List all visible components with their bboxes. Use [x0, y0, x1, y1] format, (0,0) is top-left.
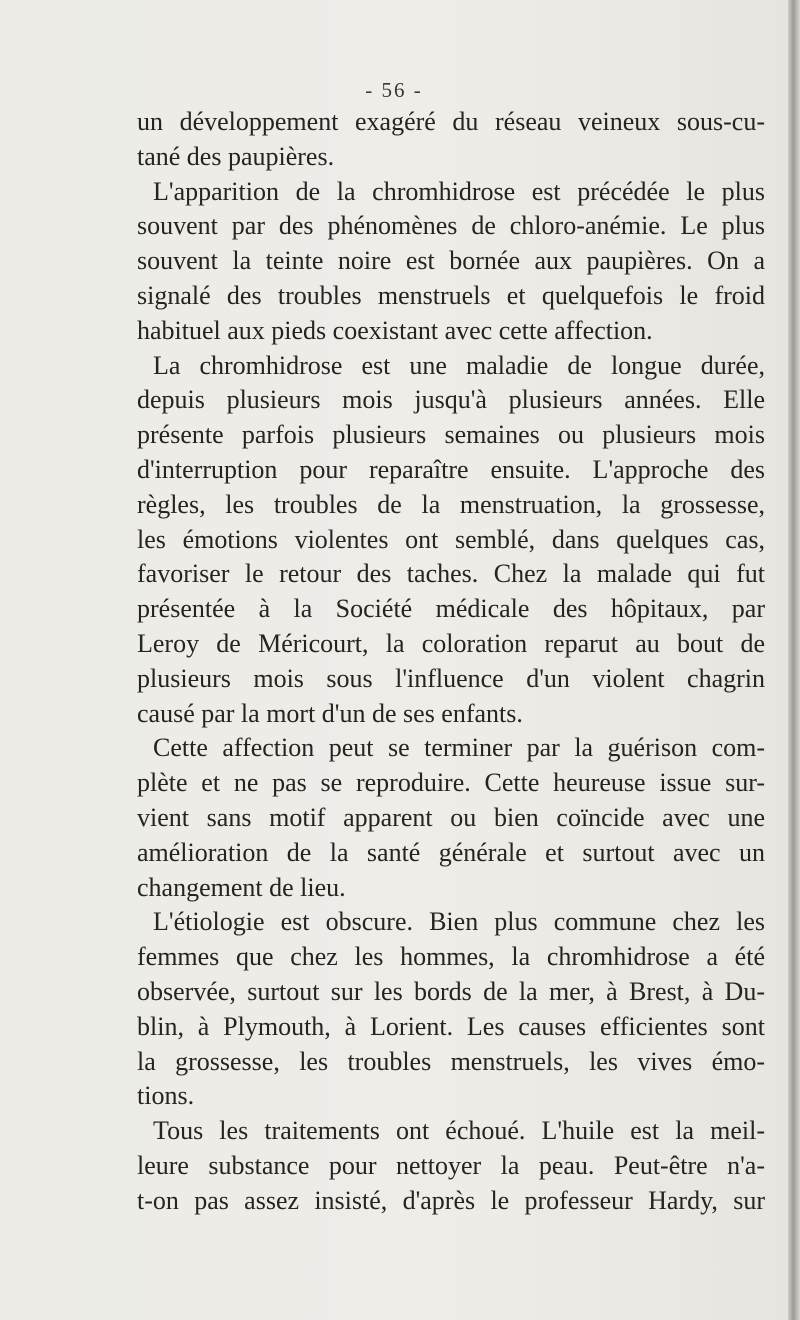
- text-line: amélioration de la santé générale et surtout avec un: [137, 837, 765, 867]
- text-line: La chromhidrose est une maladie de longue durée,: [153, 350, 765, 380]
- text-line: blin, à Plymouth, à Lorient. Les causes efficientes sont: [137, 1011, 765, 1041]
- page-edge-shadow: [788, 0, 800, 1320]
- text-line: la grossesse, les troubles menstruels, les vives émo-: [137, 1046, 765, 1076]
- text-line: souvent la teinte noire est bornée aux paupières. On a: [137, 246, 765, 276]
- text-line: t-on pas assez insisté, d'après le professeur Hardy, sur: [137, 1185, 765, 1215]
- text-line: femmes que chez les hommes, la chromhidrose a été: [137, 942, 765, 972]
- text-line: changement de lieu.: [137, 872, 346, 902]
- text-line: Tous les traitements ont échoué. L'huile est la meil-: [153, 1116, 765, 1146]
- page-number: - 56 -: [365, 78, 423, 102]
- text-line: un développement exagéré du réseau veineux sous-cu-: [137, 107, 765, 136]
- text-line: règles, les troubles de la menstruation, la grossesse,: [137, 489, 765, 519]
- text-line: plusieurs mois sous l'influence d'un violent chagrin: [137, 663, 765, 693]
- text-line: présentée à la Société médicale des hôpitaux, par: [137, 594, 765, 624]
- text-line: signalé des troubles menstruels et quelquefois le froid: [137, 280, 765, 310]
- text-line: Leroy de Méricourt, la coloration reparut au bout de: [137, 628, 765, 658]
- text-line: depuis plusieurs mois jusqu'à plusieurs années. Elle: [137, 385, 765, 415]
- text-line: les émotions violentes ont semblé, dans quelques cas,: [137, 524, 765, 554]
- text-line: habituel aux pieds coexistant avec cette affection.: [137, 315, 653, 345]
- text-line: causé par la mort d'un de ses enfants.: [137, 698, 523, 728]
- text-line: L'apparition de la chromhidrose est précédée le plus: [153, 176, 765, 206]
- text-line: tions.: [137, 1081, 195, 1111]
- body-text: [137, 105, 765, 1219]
- text-line: L'étiologie est obscure. Bien plus commune chez les: [153, 907, 765, 937]
- text-line: vient sans motif apparent ou bien coïncide avec une: [137, 802, 765, 832]
- text-line: Cette affection peut se terminer par la guérison com-: [153, 733, 765, 763]
- text-line: favoriser le retour des taches. Chez la malade qui fut: [137, 559, 765, 589]
- text-line: d'interruption pour reparaître ensuite. L'approche des: [137, 454, 765, 484]
- text-line: souvent par des phénomènes de chloro-anémie. Le plus: [137, 211, 765, 241]
- text-line: leure substance pour nettoyer la peau. Peut-être n'a-: [137, 1150, 765, 1180]
- text-line: tané des paupières.: [137, 141, 335, 171]
- text-line: présente parfois plusieurs semaines ou plusieurs mois: [137, 420, 765, 450]
- text-line: observée, surtout sur les bords de la mer, à Brest, à Du-: [137, 976, 765, 1006]
- text-line: plète et ne pas se reproduire. Cette heureuse issue sur-: [137, 768, 765, 798]
